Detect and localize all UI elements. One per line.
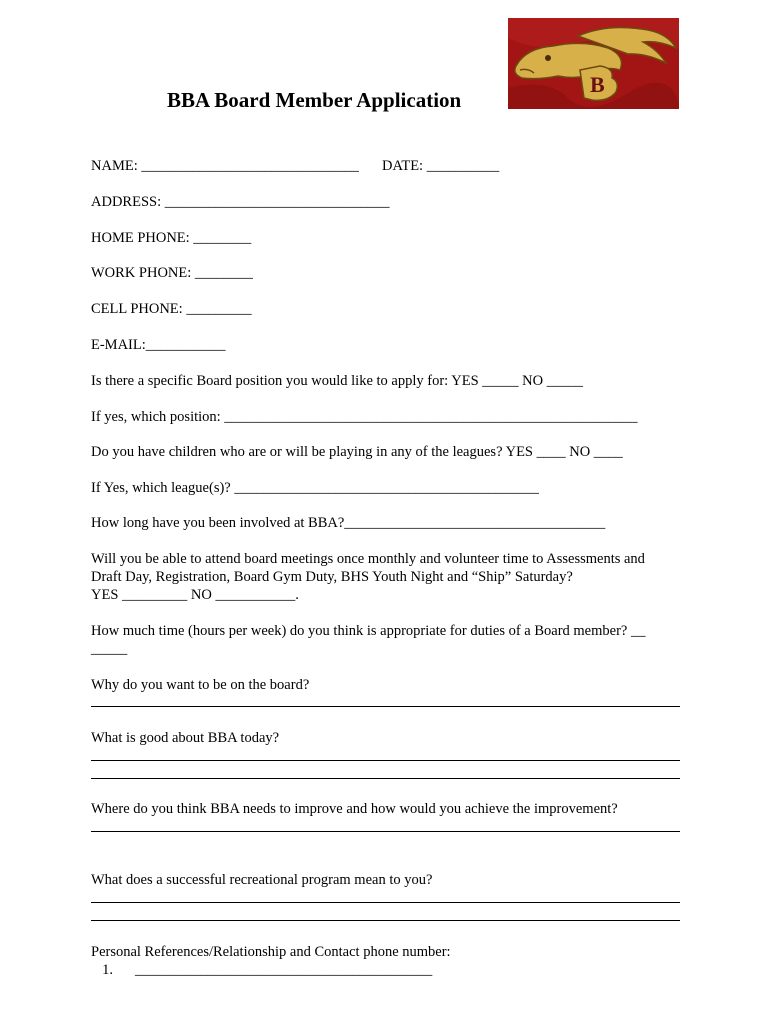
reference-number: 1.: [102, 962, 113, 978]
successful-program-question: What does a successful recreational program mean to you?: [91, 872, 433, 888]
improve-question: Where do you think BBA needs to improve and how would you achieve the improvement?: [91, 801, 618, 817]
reference-item-1[interactable]: [91, 961, 432, 979]
email-field[interactable]: E-MAIL:___________: [91, 337, 226, 353]
reference-blank[interactable]: _________________________________________: [135, 962, 433, 978]
children-question[interactable]: Do you have children who are or will be playing in any of the leagues? YES ____ NO ____: [91, 444, 623, 460]
bba-logo: [508, 18, 679, 109]
logo-letter: B: [590, 72, 605, 97]
address-field[interactable]: ADDRESS: _______________________________: [91, 194, 390, 210]
answer-rule[interactable]: [91, 760, 680, 761]
answer-rule[interactable]: [91, 778, 680, 779]
time-question-line-1: How much time (hours per week) do you think is appropriate for duties of a Board member? __: [91, 623, 646, 639]
name-field[interactable]: NAME: ______________________________: [91, 158, 359, 174]
what-good-question: What is good about BBA today?: [91, 730, 280, 746]
answer-rule[interactable]: [91, 706, 680, 707]
attend-question-line-1: Will you be able to attend board meetings once monthly and volunteer time to Assessments and: [91, 551, 645, 567]
board-position-question[interactable]: Is there a specific Board position you would like to apply for: YES _____ NO _____: [91, 373, 583, 389]
references-heading: Personal References/Relationship and Contact phone number:: [91, 944, 451, 960]
page-title: BBA Board Member Application: [167, 88, 462, 112]
which-position-question[interactable]: If yes, which position: _________________________________________________________: [91, 409, 638, 425]
why-board-question: Why do you want to be on the board?: [91, 677, 310, 693]
home-phone-field[interactable]: HOME PHONE: ________: [91, 230, 252, 246]
how-long-question[interactable]: How long have you been involved at BBA?____________________________________: [91, 515, 606, 531]
attend-answer-line[interactable]: YES _________ NO ___________.: [91, 587, 299, 603]
answer-rule[interactable]: [91, 902, 680, 903]
time-answer-line[interactable]: _____: [91, 641, 128, 657]
bronco-horse-logo-icon: [508, 18, 679, 109]
cell-phone-field[interactable]: CELL PHONE: _________: [91, 301, 252, 317]
date-field[interactable]: DATE: __________: [382, 158, 500, 174]
attend-question-line-2: Draft Day, Registration, Board Gym Duty, BHS Youth Night and “Ship” Saturday?: [91, 569, 573, 585]
work-phone-field[interactable]: WORK PHONE: ________: [91, 265, 253, 281]
which-league-question[interactable]: If Yes, which league(s)? __________________________________________: [91, 480, 539, 496]
answer-rule[interactable]: [91, 831, 680, 832]
answer-rule[interactable]: [91, 920, 680, 921]
